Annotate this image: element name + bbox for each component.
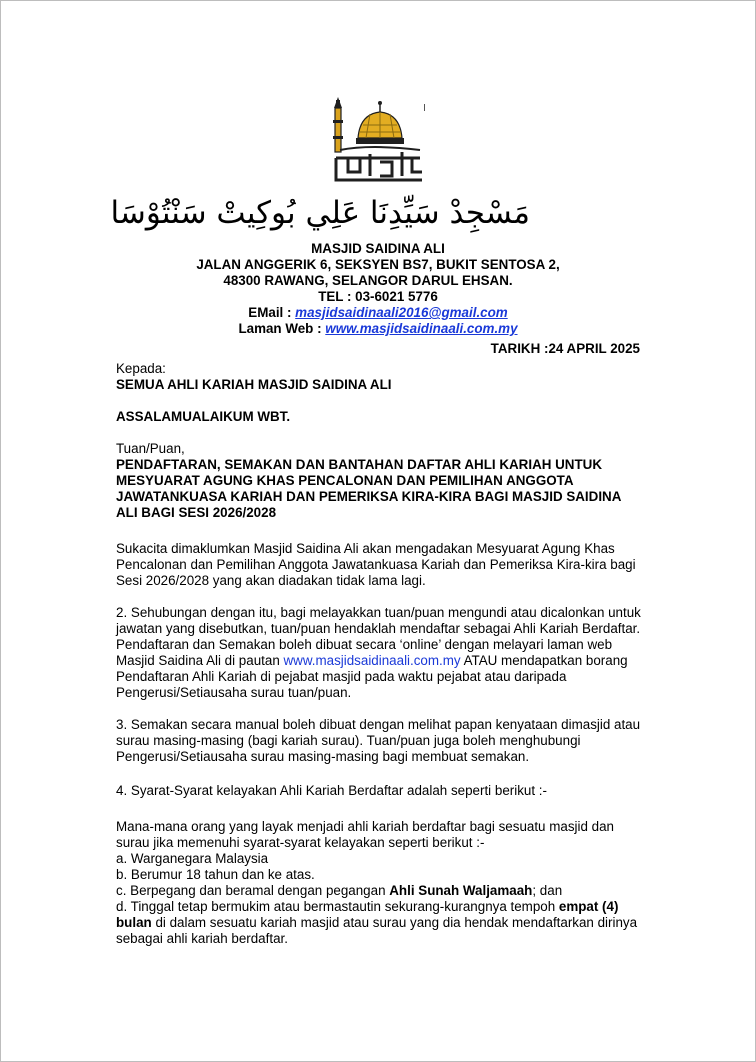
paragraph-2 — [116, 605, 646, 701]
list-item-d-text: d. Tinggal tetap bermukim atau bermastautin sekurang-kurangnya tempoh — [116, 899, 559, 914]
list-item-b: b. Berumur 18 tahun dan ke atas. — [116, 867, 315, 882]
mosque-logo-icon — [330, 92, 426, 186]
paragraph-2-text-b: ATAU mendapatkan borang Pendaftaran Ahli Kariah di pejabat masjid pada waktu pejabat atau daripada Pengerusi/Setiausaha surau tuan/puan. — [116, 653, 628, 700]
letter-subject: PENDAFTARAN, SEMAKAN DAN BANTAHAN DAFTAR AHLI KARIAH UNTUK MESYUARAT AGUNG KHAS PENCALONAN DAN PEMILIHAN ANGGOTA JAWATANKUASA KARIAH DAN PEMERIKSA KIRA-KIRA BAGI MASJID SAIDINA ALI BAGI SESI 2026/2028 — [116, 457, 621, 520]
email-line — [0, 305, 756, 321]
paragraph-3: 3. Semakan secara manual boleh dibuat dengan melihat papan kenyataan dimasjid atau surau masing-masing (bagi kariah surau). Tuan/puan juga boleh menghubungi Pengerusi/Setiausaha surau masing-masing bagi membuat semakan. — [116, 717, 641, 764]
address-line-2: 48300 RAWANG, SELANGOR DARUL EHSAN. — [223, 273, 513, 288]
website-line — [0, 321, 756, 337]
list-item-a: a. Warganegara Malaysia — [116, 851, 269, 866]
greeting: ASSALAMUALAIKUM WBT. — [116, 409, 291, 424]
list-item-d-bold: empat (4) bulan — [116, 899, 619, 930]
salutation: Tuan/Puan, — [116, 441, 185, 456]
website-link[interactable]: www.masjidsaidinaali.com.my — [325, 321, 518, 336]
telephone: TEL : 03-6021 5776 — [318, 289, 438, 304]
list-item-c-bold: Ahli Sunah Waljamaah — [389, 883, 533, 898]
list-item-c-end: ; dan — [532, 883, 563, 898]
address-line-1: JALAN ANGGERIK 6, SEKSYEN BS7, BUKIT SENTOSA 2, — [196, 257, 560, 272]
paragraph-2-text-a: 2. Sehubungan dengan itu, bagi melayakkan tuan/puan mengundi atau dicalonkan untuk jawatan yang disebutkan, tuan/puan hendaklah mendaftar sebagai Ahli Kariah Berdaftar. Pendaftaran dan Semakan boleh dibuat secara ‘online’ dengan melayari laman web Masjid Saidina Ali di pautan — [116, 605, 641, 668]
list-item-d — [116, 899, 646, 947]
email-link[interactable]: masjidsaidinaali2016@gmail.com — [295, 305, 508, 320]
letter-date: TARIKH :24 APRIL 2025 — [490, 341, 640, 356]
recipient-label: Kepada: — [116, 361, 166, 376]
paragraph-4: 4. Syarat-Syarat kelayakan Ahli Kariah Berdaftar adalah seperti berikut :- — [116, 783, 547, 798]
paragraph-5: Mana-mana orang yang layak menjadi ahli kariah berdaftar bagi sesuatu masjid dan surau jika memenuhi syarat-syarat kelayakan seperti berikut :- — [116, 819, 614, 850]
list-item-c-text: c. Berpegang dan beramal dengan pegangan — [116, 883, 390, 898]
paragraph-1: Sukacita dimaklumkan Masjid Saidina Ali akan mengadakan Mesyuarat Agung Khas Pencalonan dan Pemilihan Anggota Jawatankuasa Kariah dan Pemeriksa Kira-kira bagi Sesi 2026/2028 yang akan diadakan tidak lama lagi. — [116, 541, 636, 588]
arabic-mosque-name: مَسْجِدْ سَيِّدِنَا عَلِي بُوكِيتْ سَنْتُوْسَا — [110, 195, 530, 231]
website-label: Laman Web : — [238, 321, 322, 336]
list-item-d-end: di dalam sesuatu kariah masjid atau surau yang dia hendak mendaftarkan dirinya sebagai ahli kariah berdaftar. — [116, 915, 638, 946]
mosque-name: MASJID SAIDINA ALI — [311, 241, 445, 256]
email-label: EMail : — [248, 305, 292, 320]
paragraph-2-link[interactable]: www.masjidsaidinaali.com.my — [283, 653, 461, 668]
list-item-c — [116, 883, 646, 899]
recipient: SEMUA AHLI KARIAH MASJID SAIDINA ALI — [116, 377, 392, 392]
logo-mark — [424, 104, 425, 111]
